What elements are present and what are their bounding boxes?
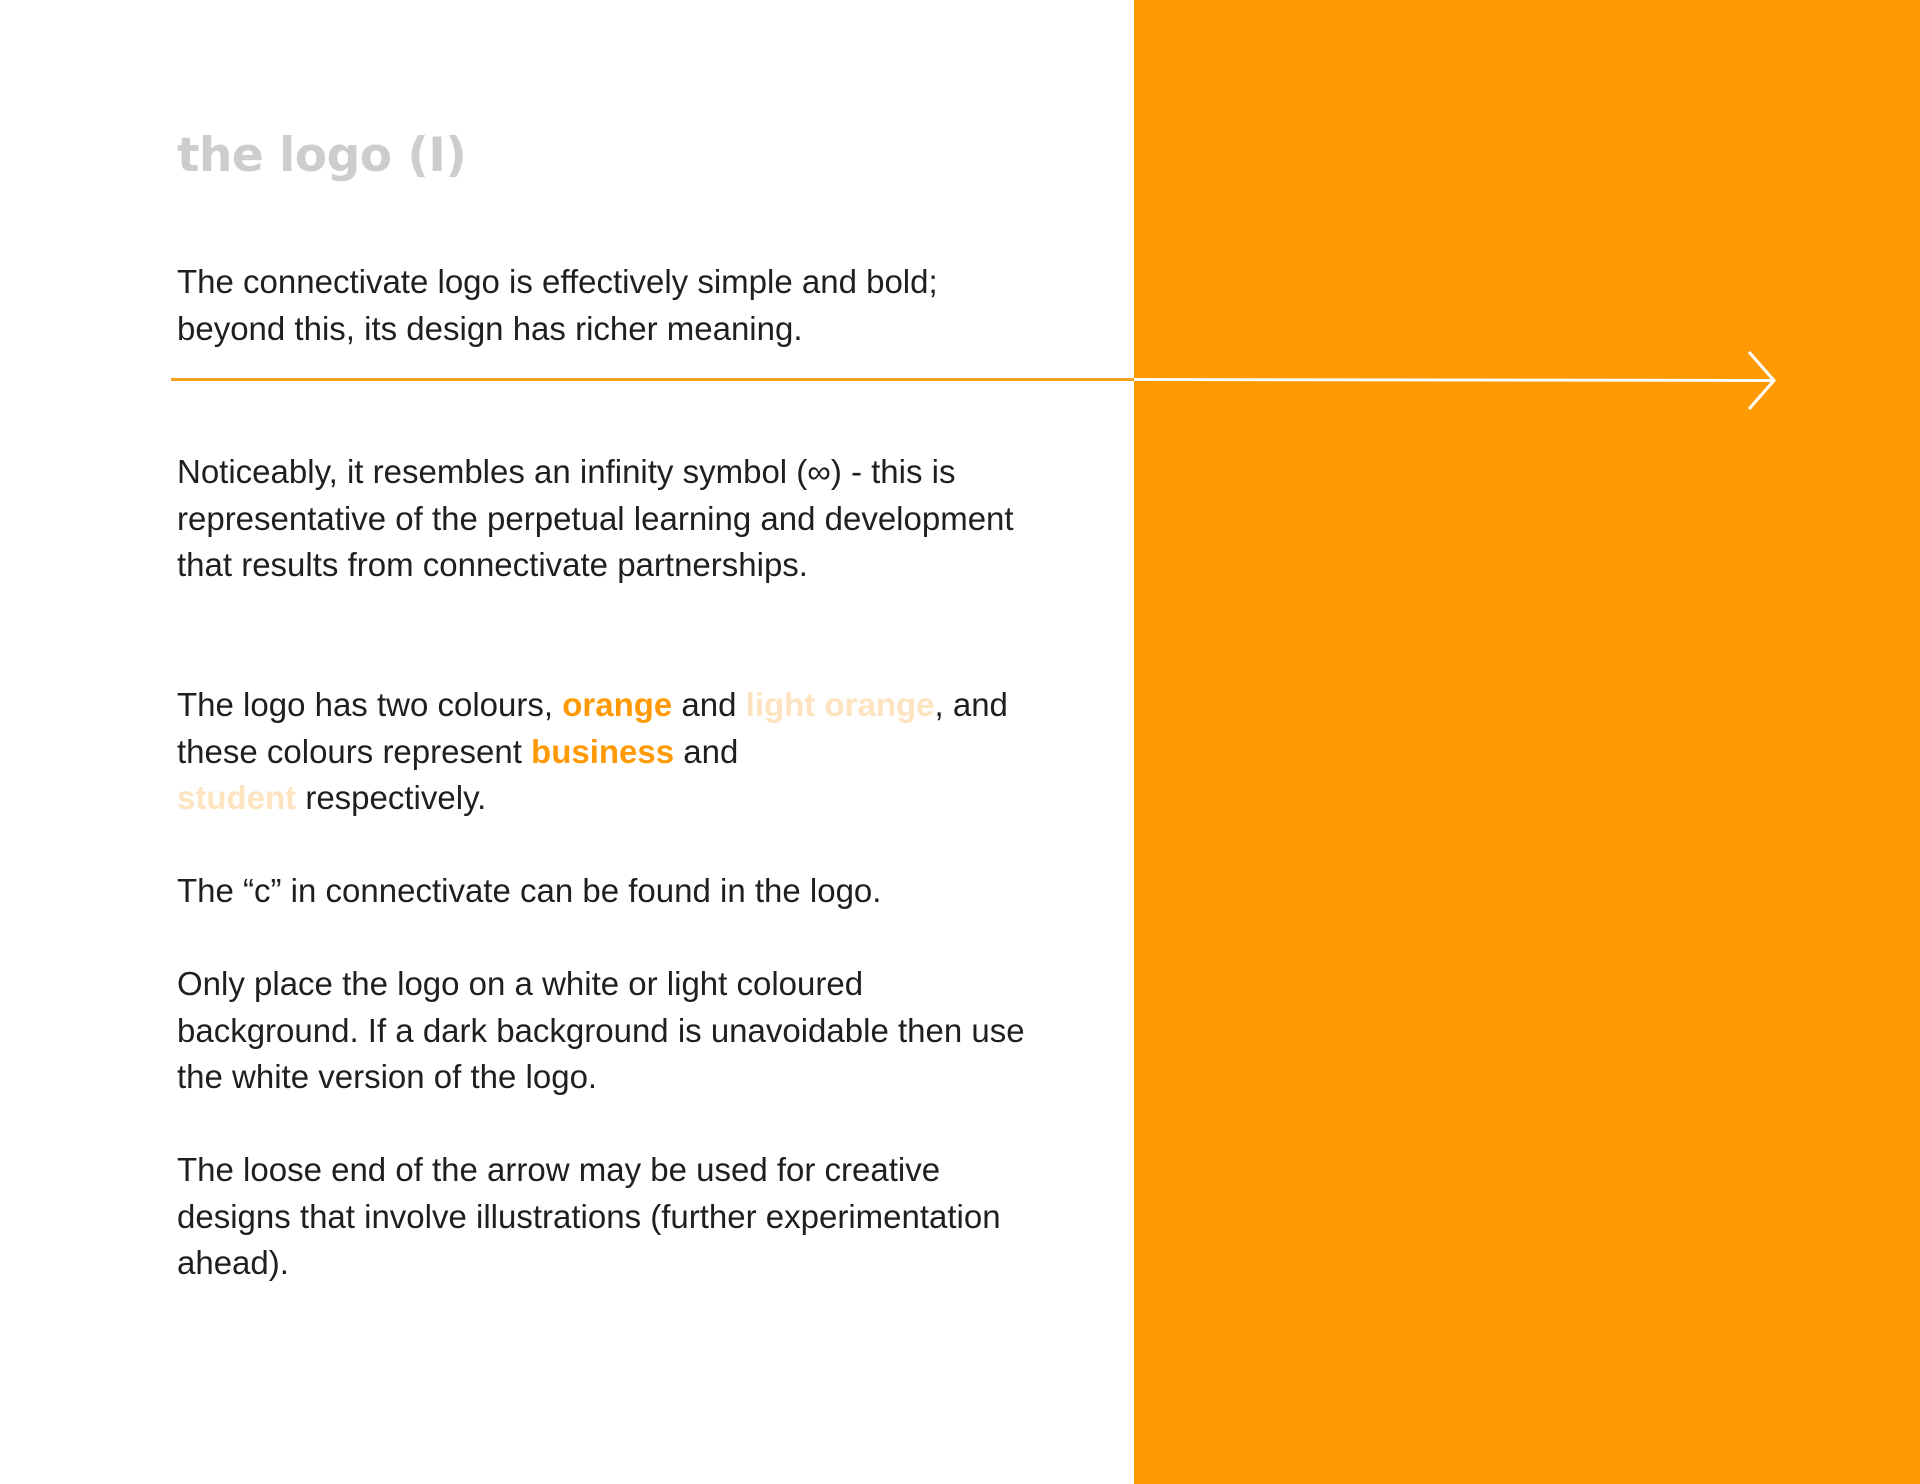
colours-text-part5: respectively. xyxy=(296,779,487,816)
student-label: student xyxy=(177,779,297,816)
business-label: business xyxy=(531,732,675,770)
c-paragraph: The “c” in connectivate can be found in the logo. xyxy=(177,872,882,909)
infinity-paragraph: Noticeably, it resembles an infinity symbol (∞) - this is representative of the perpetual learning and development that results from connectivate partnerships. xyxy=(177,453,1014,583)
colours-text-part4: and xyxy=(674,732,739,770)
background-paragraph: Only place the logo on a white or light coloured background. If a dark background is unavoidable then use the white version of the logo. xyxy=(177,965,1025,1095)
orange-panel xyxy=(1134,0,1920,1484)
colours-text-part2: and xyxy=(672,686,746,723)
arrow-paragraph: The loose end of the arrow may be used for creative designs that involve illustrations (further experimentation ahead). xyxy=(177,1151,1001,1281)
light-orange-label: light orange xyxy=(745,686,935,723)
colours-text-part3: , and these colours represent xyxy=(177,686,1008,770)
intro-paragraph: The connectivate logo is effectively simple and bold; beyond this, its design has richer meaning. xyxy=(177,263,938,347)
page-title: the logo (I) xyxy=(177,128,467,183)
orange-label: orange xyxy=(562,686,673,723)
colours-text-part1: The logo has two colours, xyxy=(177,686,563,723)
colours-paragraph xyxy=(177,682,1037,822)
